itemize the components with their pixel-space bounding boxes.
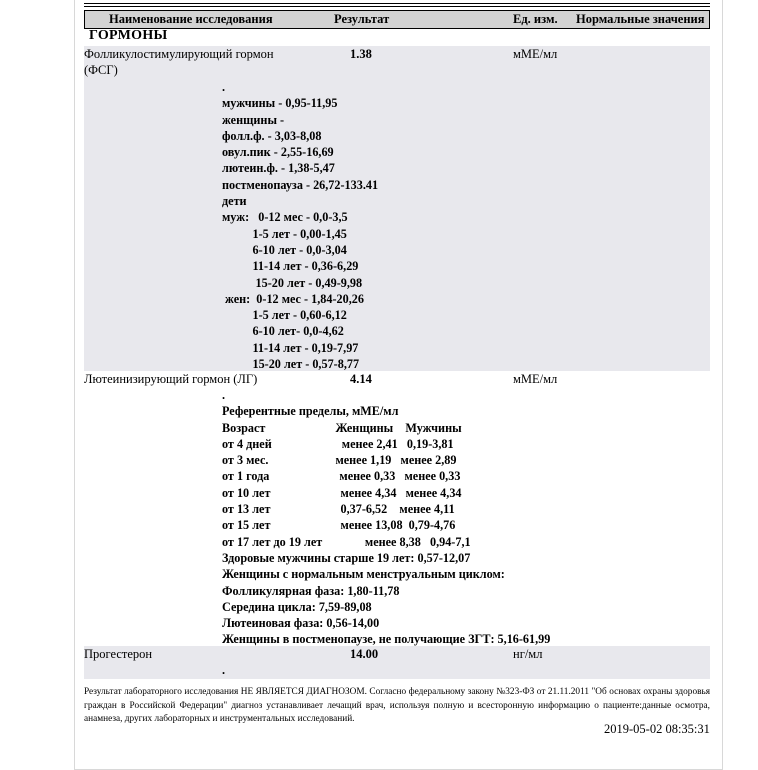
reference-line: 1-5 лет - 0,00-1,45 bbox=[222, 226, 347, 241]
reference-line: фолл.ф. - 3,03-8,08 bbox=[222, 128, 322, 143]
test-unit-fsh: мМЕ/мл bbox=[513, 47, 558, 61]
test-unit-progesterone: нг/мл bbox=[513, 647, 543, 661]
reference-line: 11-14 лет - 0,19-7,97 bbox=[222, 340, 359, 355]
reference-line: от 17 лет до 19 лет менее 8,38 0,94-7,1 bbox=[222, 534, 471, 549]
test-row-fsh-bg bbox=[84, 46, 710, 371]
reference-line: от 3 мес. менее 1,19 менее 2,89 bbox=[222, 453, 457, 468]
reference-line: от 1 года менее 0,33 менее 0,33 bbox=[222, 469, 461, 484]
header-unit: Ед. изм. bbox=[513, 12, 558, 26]
reference-line: мужчины - 0,95-11,95 bbox=[222, 96, 338, 111]
reference-line: Женщины с нормальным менструальным циклом: bbox=[222, 567, 505, 582]
reference-line: 6-10 лет - 0,0-3,04 bbox=[222, 242, 347, 257]
reference-line: Референтные пределы, мМЕ/мл bbox=[222, 404, 399, 419]
reference-line: лютеин.ф. - 1,38-5,47 bbox=[222, 161, 335, 176]
reference-line: овул.пик - 2,55-16,69 bbox=[222, 145, 334, 160]
test-unit-lh: мМЕ/мл bbox=[513, 372, 558, 386]
reference-line: дети bbox=[222, 194, 247, 209]
test-name-fsh-line1: Фолликулостимулирующий гормон bbox=[84, 47, 274, 61]
reference-line: от 13 лет 0,37-6,52 менее 4,11 bbox=[222, 502, 455, 517]
reference-line: . bbox=[222, 388, 226, 402]
reference-line: постменопауза - 26,72-133.41 bbox=[222, 177, 379, 192]
report-timestamp: 2019-05-02 08:35:31 bbox=[604, 722, 710, 736]
reference-line: 15-20 лет - 0,57-8,77 bbox=[222, 357, 360, 372]
reference-line: от 10 лет менее 4,34 менее 4,34 bbox=[222, 485, 462, 500]
reference-line: 11-14 лет - 0,36-6,29 bbox=[222, 259, 359, 274]
test-name-progesterone: Прогестерон bbox=[84, 647, 153, 661]
reference-line: 15-20 лет - 0,49-9,98 bbox=[222, 275, 363, 290]
reference-line: 6-10 лет- 0,0-4,62 bbox=[222, 324, 344, 339]
reference-line: 1-5 лет - 0,60-6,12 bbox=[222, 308, 347, 323]
reference-line: Возраст Женщины Мужчины bbox=[222, 420, 462, 435]
test-name-fsh bbox=[84, 46, 274, 78]
disclaimer-footnote: Результат лабораторного исследования НЕ ЯВЛЯЕТСЯ ДИАГНОЗОМ. Согласно федеральному закону №323-ФЗ от 21.11.2011 "Об основах охраны здоровья граждан в Российской Федерации" диагноз устанавливает лечащий врач, используя полную и всесторонную информацию о пациенте:данные осмотра, анамнеза, других лабораторных и инструментальных исследований. bbox=[84, 687, 710, 724]
test-name-fsh-line2: (ФСГ) bbox=[84, 63, 118, 77]
reference-line: женщины - bbox=[222, 112, 285, 127]
reference-line: муж: 0-12 мес - 0,0-3,5 bbox=[222, 210, 348, 225]
table-header bbox=[84, 10, 710, 29]
reference-line: Середина цикла: 7,59-89,08 bbox=[222, 599, 372, 614]
header-name: Наименование исследования bbox=[109, 12, 273, 26]
reference-line: Фолликулярная фаза: 1,80-11,78 bbox=[222, 583, 400, 598]
test-result-progesterone: 14.00 bbox=[350, 647, 379, 661]
reference-line: Здоровые мужчины старше 19 лет: 0,57-12,07 bbox=[222, 550, 471, 565]
test-name-lh: Лютеинизирующий гормон (ЛГ) bbox=[84, 372, 258, 386]
reference-line: от 15 лет менее 13,08 0,79-4,76 bbox=[222, 518, 456, 533]
reference-progesterone bbox=[222, 662, 225, 678]
reference-lh bbox=[222, 387, 550, 648]
top-rule bbox=[84, 3, 710, 7]
reference-fsh bbox=[222, 79, 378, 372]
test-result-fsh: 1.38 bbox=[350, 47, 372, 61]
header-norm: Нормальные значения bbox=[576, 12, 705, 26]
reference-line: Женщины в постменопаузе, не получающие ЗГТ: 5,16-61,99 bbox=[222, 632, 551, 647]
test-row-progesterone-bg bbox=[84, 646, 710, 679]
section-title: ГОРМОНЫ bbox=[89, 28, 168, 43]
test-result-lh: 4.14 bbox=[350, 372, 372, 386]
reference-line: . bbox=[222, 663, 226, 677]
reference-line: . bbox=[222, 80, 226, 94]
header-result: Результат bbox=[334, 12, 390, 26]
reference-line: жен: 0-12 мес - 1,84-20,26 bbox=[222, 291, 364, 306]
reference-line: Лютеиновая фаза: 0,56-14,00 bbox=[222, 616, 380, 631]
reference-line: от 4 дней менее 2,41 0,19-3,81 bbox=[222, 436, 454, 451]
